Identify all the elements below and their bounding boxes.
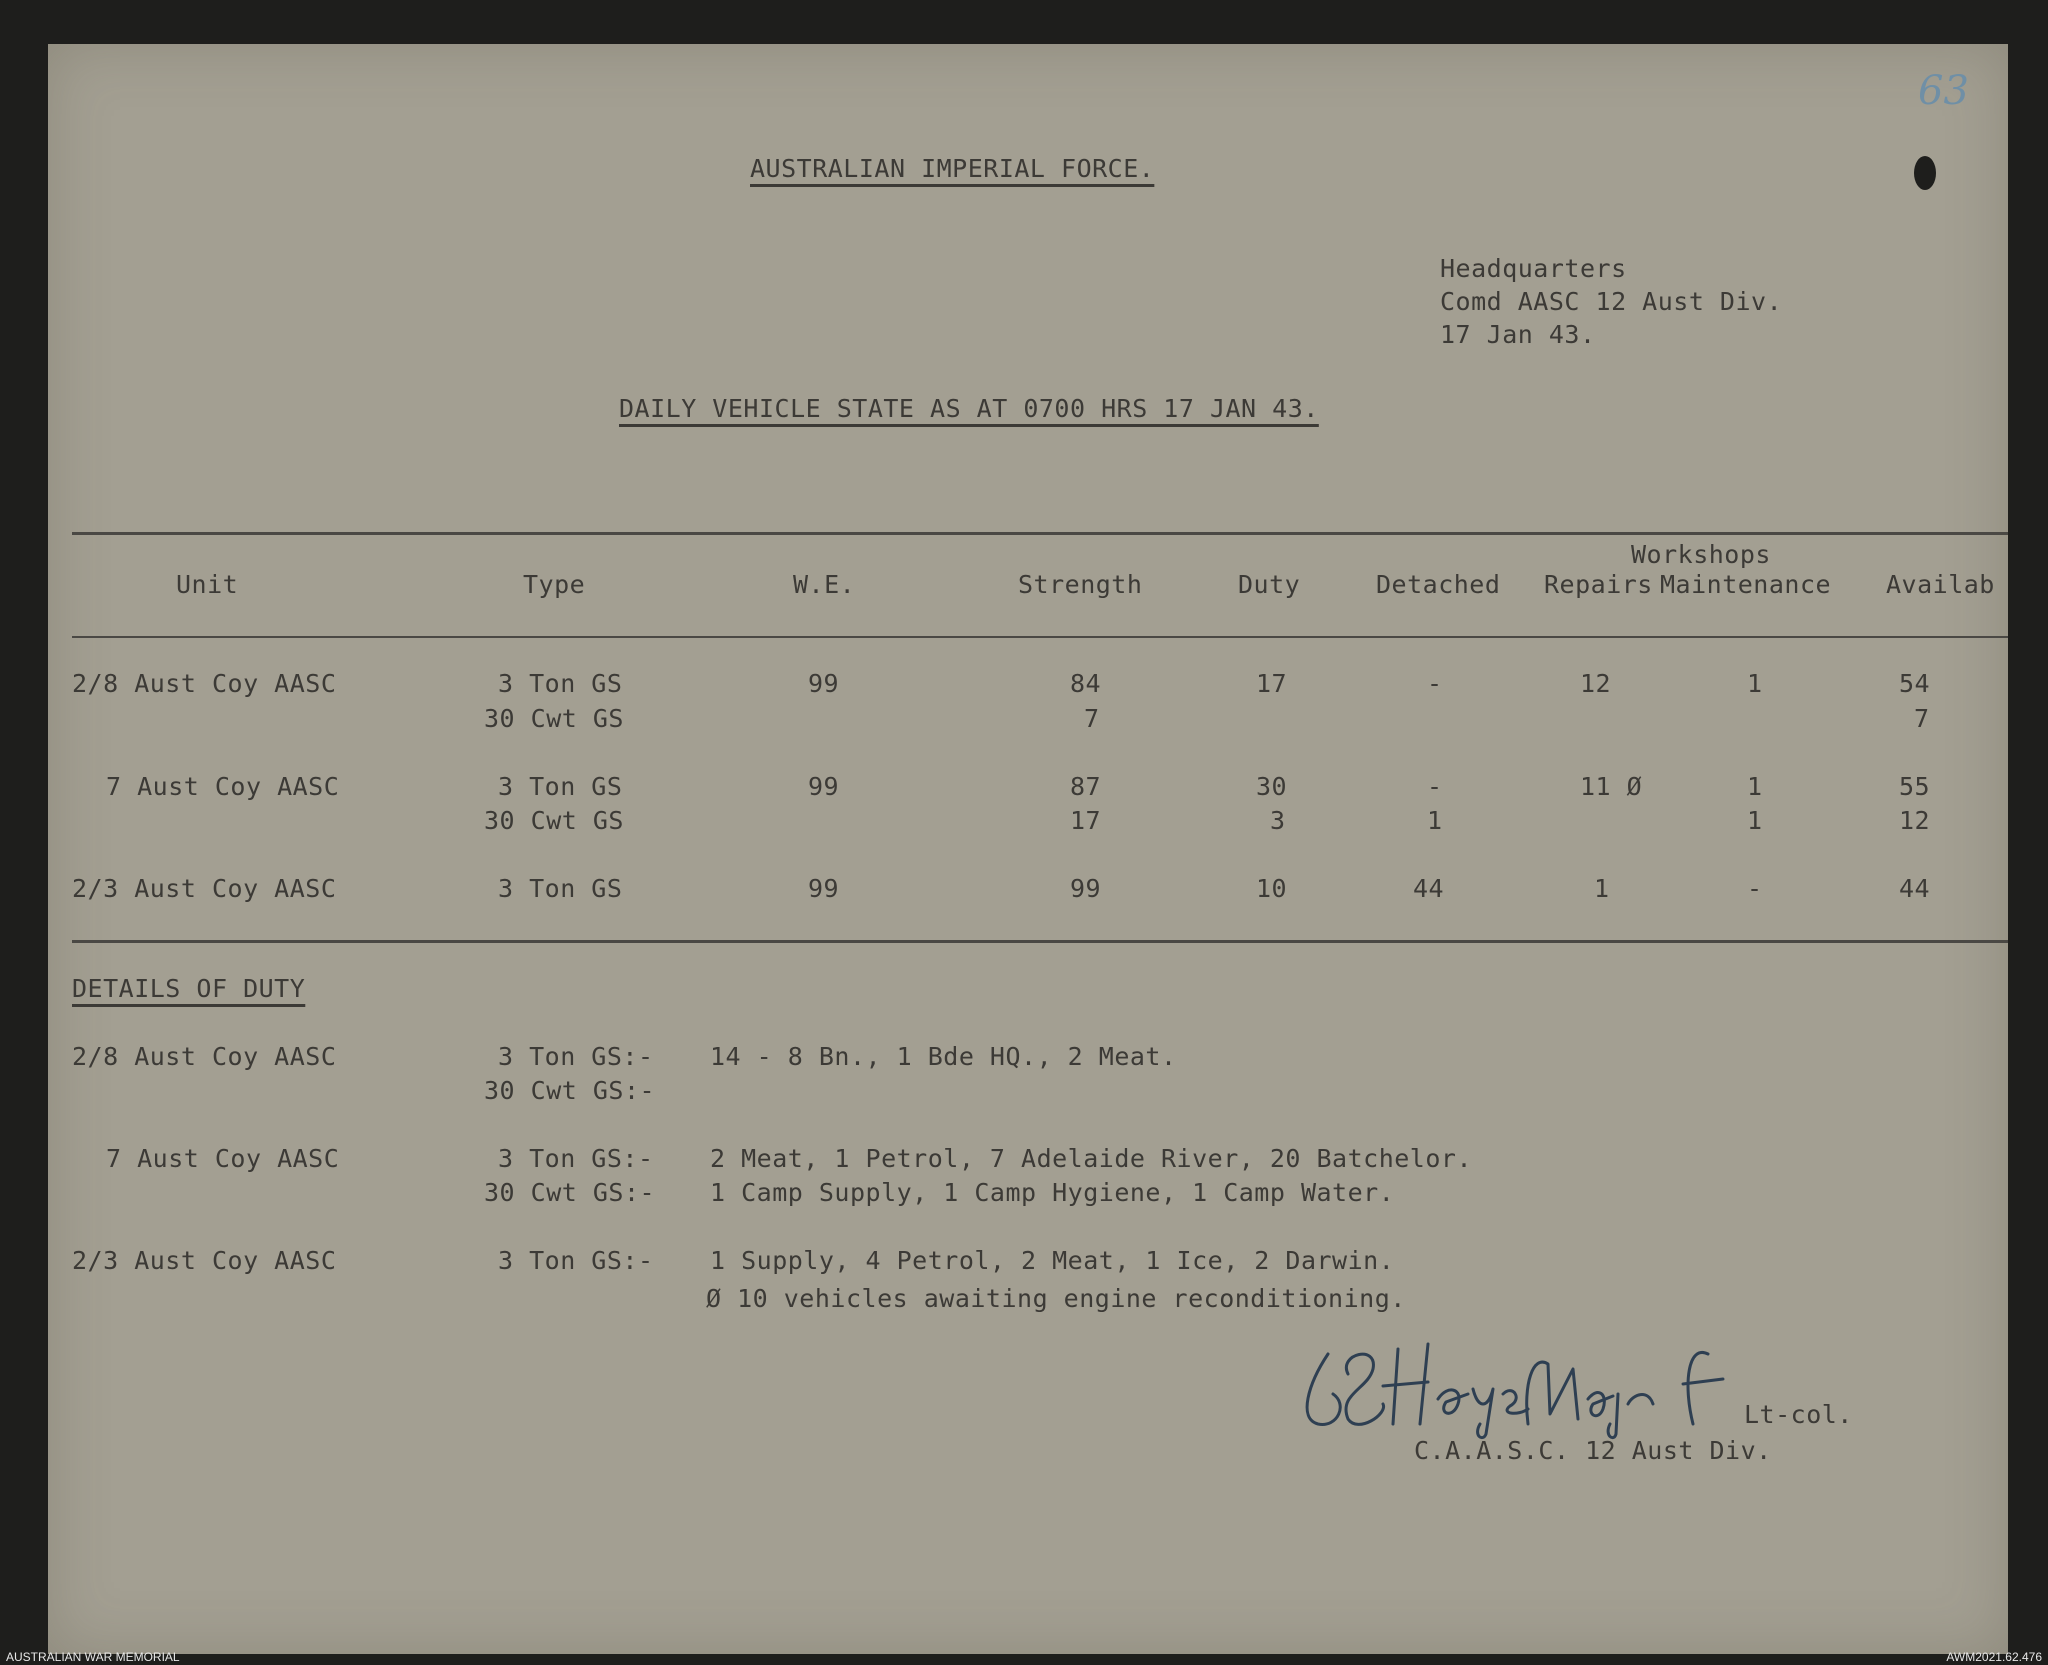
pencil-page-number: 63 [1918, 68, 1969, 114]
table-row-available: 55 [1899, 772, 1931, 801]
table-row-available: 44 [1899, 874, 1931, 903]
table-row-repairs: 12 [1580, 669, 1612, 698]
table-row-maintenance: 1 [1747, 806, 1763, 835]
handwritten-signature [1288, 1324, 1808, 1444]
table-row-repairs: 1 [1594, 874, 1610, 903]
table-row-detached: - [1427, 772, 1443, 801]
table-row-available: 54 [1899, 669, 1931, 698]
table-row-maintenance: - [1747, 874, 1763, 903]
col-header-type: Type [523, 570, 586, 599]
table-row-unit: 7 Aust Coy AASC [106, 772, 340, 801]
footnote: Ø 10 vehicles awaiting engine reconditioning. [706, 1284, 1406, 1313]
table-row-detached: 1 [1427, 806, 1443, 835]
address-line-3: 17 Jan 43. [1440, 320, 1596, 349]
table-row-available: 12 [1899, 806, 1931, 835]
details-text: 1 Camp Supply, 1 Camp Hygiene, 1 Camp Water. [710, 1178, 1395, 1207]
details-unit: 2/3 Aust Coy AASC [72, 1246, 337, 1275]
table-row-maintenance: 1 [1747, 669, 1763, 698]
address-line-2: Comd AASC 12 Aust Div. [1440, 287, 1783, 316]
document-title: DAILY VEHICLE STATE AS AT 0700 HRS 17 JAN 43. [619, 394, 1319, 423]
signature-appointment: C.A.A.S.C. 12 Aust Div. [1414, 1436, 1772, 1465]
footer-accession-number: AWM2021.62.476 [1946, 1650, 2042, 1664]
table-row-unit: 2/3 Aust Coy AASC [72, 874, 337, 903]
table-row-type: 30 Cwt GS [484, 806, 624, 835]
signature-rank: Lt-col. [1744, 1400, 1853, 1429]
punch-hole [1914, 156, 1936, 190]
header-bottom-rule [72, 636, 2008, 638]
col-header-unit: Unit [176, 570, 239, 599]
details-text: 1 Supply, 4 Petrol, 2 Meat, 1 Ice, 2 Darwin. [710, 1246, 1395, 1275]
table-row-unit: 2/8 Aust Coy AASC [72, 669, 337, 698]
details-text: 14 - 8 Bn., 1 Bde HQ., 2 Meat. [710, 1042, 1177, 1071]
table-row-strength: 99 [1070, 874, 1102, 903]
document-heading: AUSTRALIAN IMPERIAL FORCE. [750, 154, 1155, 183]
address-line-1: Headquarters [1440, 254, 1627, 283]
table-row-duty: 10 [1256, 874, 1288, 903]
details-type: 3 Ton GS:- [498, 1246, 654, 1275]
workshops-group-header: Workshops [1631, 540, 1771, 569]
col-header-detached: Detached [1376, 570, 1501, 599]
table-row-duty: 3 [1270, 806, 1286, 835]
document-page [48, 44, 2008, 1654]
col-header-available: Availab [1886, 570, 1995, 599]
footer-credit: AUSTRALIAN WAR MEMORIAL [6, 1650, 180, 1664]
table-row-available: 7 [1914, 704, 1930, 733]
table-row-strength: 87 [1070, 772, 1102, 801]
details-type: 30 Cwt GS:- [484, 1178, 656, 1207]
table-row-strength: 7 [1084, 704, 1100, 733]
details-heading: DETAILS OF DUTY [72, 974, 306, 1003]
table-row-detached: - [1427, 669, 1443, 698]
table-row-detached: 44 [1413, 874, 1445, 903]
table-row-strength: 84 [1070, 669, 1102, 698]
table-row-we: 99 [808, 874, 840, 903]
table-row-maintenance: 1 [1747, 772, 1763, 801]
table-row-duty: 30 [1256, 772, 1288, 801]
table-bottom-rule [72, 940, 2008, 943]
details-unit: 7 Aust Coy AASC [106, 1144, 340, 1173]
col-header-strength: Strength [1018, 570, 1143, 599]
col-header-we: W.E. [793, 570, 856, 599]
details-type: 3 Ton GS:- [498, 1144, 654, 1173]
table-top-rule [72, 532, 2008, 535]
details-text: 2 Meat, 1 Petrol, 7 Adelaide River, 20 Batchelor. [710, 1144, 1473, 1173]
table-row-type: 3 Ton GS [498, 874, 623, 903]
table-row-we: 99 [808, 772, 840, 801]
table-row-type: 3 Ton GS [498, 669, 623, 698]
table-row-strength: 17 [1070, 806, 1102, 835]
table-row-type: 3 Ton GS [498, 772, 623, 801]
details-unit: 2/8 Aust Coy AASC [72, 1042, 337, 1071]
col-header-repairs: Repairs [1544, 570, 1653, 599]
table-row-duty: 17 [1256, 669, 1288, 698]
table-row-type: 30 Cwt GS [484, 704, 624, 733]
table-row-we: 99 [808, 669, 840, 698]
details-type: 3 Ton GS:- [498, 1042, 654, 1071]
col-header-duty: Duty [1238, 570, 1301, 599]
details-type: 30 Cwt GS:- [484, 1076, 656, 1105]
table-row-repairs: 11 Ø [1580, 772, 1643, 801]
col-header-maintenance: Maintenance [1660, 570, 1832, 599]
